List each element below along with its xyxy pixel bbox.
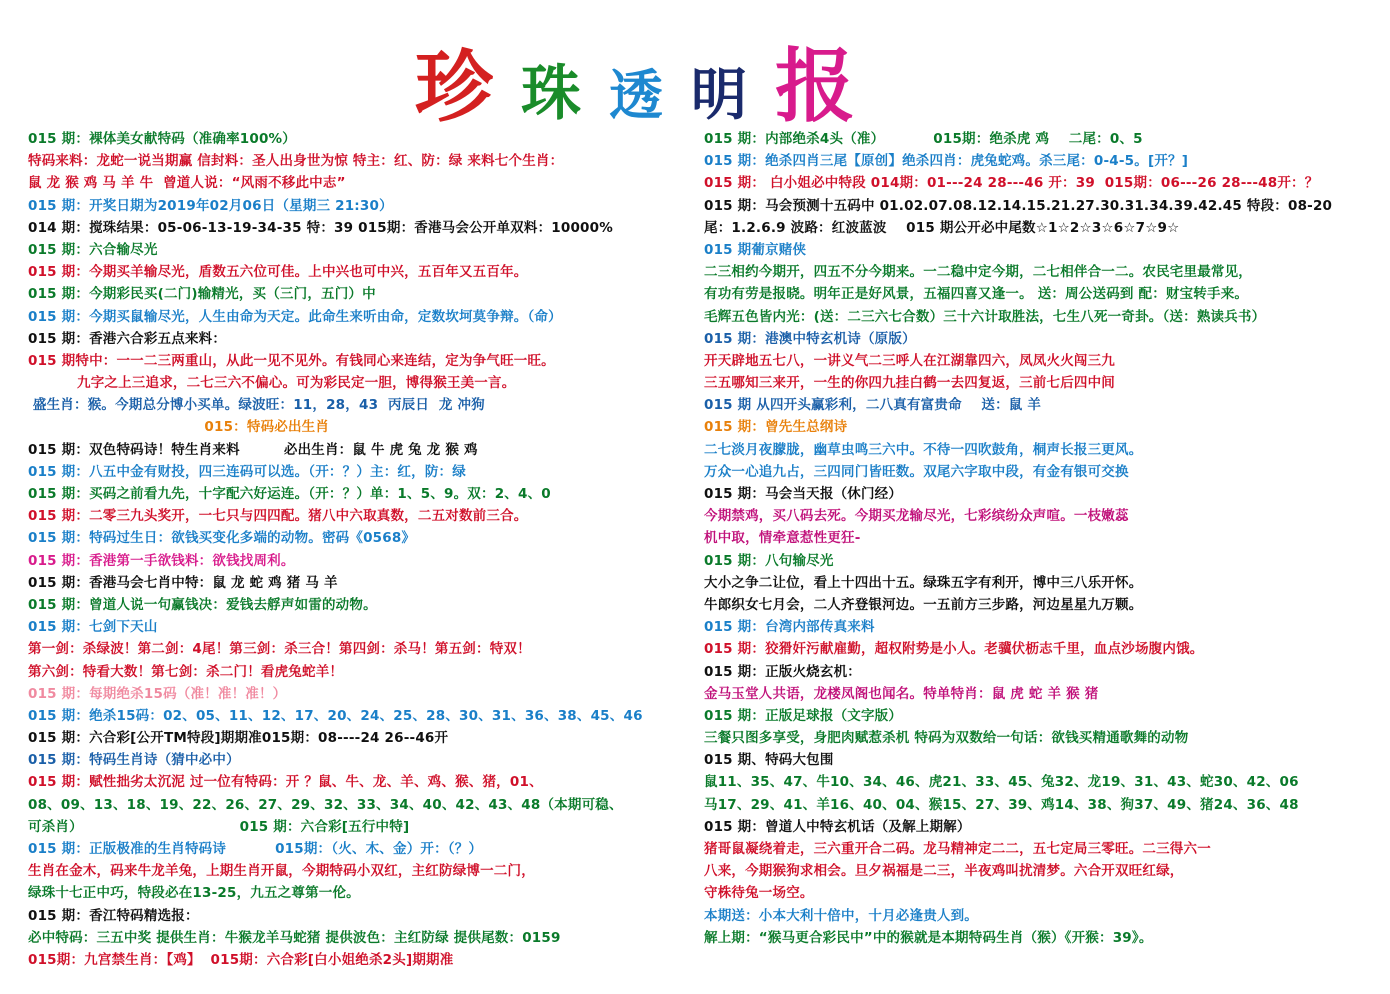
text-line: 三餐只图多享受，身肥肉赋惹杀机 特码为双数给一句话：欲钱买精通歌舞的动物	[704, 730, 1189, 747]
text-line: 015 期、特码大包围	[704, 752, 834, 769]
text-line: 015 期：香港马会七肖中特：鼠 龙 蛇 鸡 猪 马 羊	[28, 574, 338, 591]
text-line: 015 期：六合输尽光	[28, 241, 158, 258]
text-line: 特码来料：龙蛇一说当期赢 信封料：圣人出身世为惊 特主：红、防：绿 来料七个生肖：	[28, 153, 564, 170]
text-line: 015 期：八句输尽光	[704, 552, 834, 569]
text-line: 014 期：搅珠结果：05-06-13-19-34-35 特：39 015期：香港马会公开单双料：10000%	[28, 219, 613, 236]
text-line: 机中取，情牵意惹性更狂-	[704, 530, 861, 547]
text-line: 015 期：今期买鼠输尽光，人生由命为天定。此命生来听由命，定数坎坷莫争辩。（命）	[28, 308, 562, 325]
text-line: 毛辉五色皆内光：(送：二三六七合数）三十六计取胜法，七生八死一奇卦。（送：熟读兵书）	[704, 308, 1266, 325]
title-char: 珍	[414, 42, 493, 133]
text-line: 马17、29、41、羊16、40、04、猴15、27、39、鸡14、38、狗37、49、猪24、36、48	[704, 796, 1299, 813]
text-line: 大小之争二让位，看上十四出十五。绿珠五字有利开，博中三八乐开怀。	[704, 574, 1143, 591]
title-char: 珠	[521, 59, 581, 129]
text-line: 015 期：曾道人说一句赢钱决：爱钱去艀声如雷的动物。	[28, 596, 377, 613]
text-line: 可杀肖） 015 期：六合彩[五行中特]	[28, 818, 410, 835]
text-line: 金马玉堂人共语，龙楼凤阁也闻名。特单特肖：鼠 虎 蛇 羊 猴 猪	[704, 685, 1099, 702]
text-line: 015：特码必出生肖	[28, 419, 330, 436]
text-line: 015期：九宫禁生肖：【鸡】 015期：六合彩[白小姐绝杀2头]期期准	[28, 951, 454, 968]
text-line: 九字之上三追求，二七三六不偏心。可为彩民定一胆，博得猴王美一言。	[28, 375, 516, 392]
text-line: 015 期：曾道人中特玄机话（及解上期解）	[704, 818, 971, 835]
text-line: 015 期：绝杀15码：02、05、11、12、17、20、24、25、28、30、31、36、38、45、46	[28, 707, 643, 724]
text-line: 015 期：特码过生日：欲钱买变化多端的动物。密码《0568》	[28, 530, 416, 547]
text-line: 015 期：特码生肖诗（猜中必中）	[28, 752, 240, 769]
text-line: 015 期：赋性拙劣太沉泥 过一位有特码：开 ？鼠、牛、龙、羊、鸡、猴、猪，01、	[28, 774, 543, 791]
page-title	[0, 22, 1270, 133]
text-line: 015 期：马会当天报（休门经）	[704, 486, 903, 502]
text-line: 015 期：香港六合彩五点来料：	[28, 330, 227, 347]
text-line: 015 期：每期绝杀15码（准！准！准！）	[28, 685, 287, 702]
text-line: 015 期：台湾内部传真来料	[704, 619, 875, 636]
text-line: 二三相约今期开，四五不分今期来。一二稳中定今期，二七相伴合一二。农民宅里最常见，	[704, 264, 1252, 281]
text-line: 015 期：裸体美女献特码（准确率100%）	[28, 131, 296, 147]
text-line: 015 期：狡猾奸污献雇勤，超权附势是小人。老骥伏枥志千里，血点沙场腹内饿。	[704, 641, 1204, 658]
title-char: 报	[775, 39, 855, 133]
text-line: 015 期：马会预测十五码中 01.02.07.08.12.14.15.21.27.30.31.34.39.42.45 特段：08-20	[704, 197, 1333, 214]
text-line: 08、09、13、18、19、22、26、27、29、32、33、34、40、42、43、48（本期可稳、	[28, 796, 623, 813]
text-line: 015 期：曾先生总纲诗	[704, 419, 848, 436]
text-line: 二七淡月夜朦胧，幽草虫鸣三六中。不待一四吹鼓角，桐声长报三更风。	[704, 441, 1143, 458]
text-line: 本期送：小本大利十倍中，十月必逢贵人到。	[704, 907, 978, 924]
text-line: 015 期：绝杀四肖三尾【原创】绝杀四肖：虎兔蛇鸡。杀三尾：0-4-5。[开？]	[704, 153, 1189, 170]
text-line: 015 期：二零三九头奖开，一七只与四四配。猪八中六取真数，二五对数前三合。	[28, 508, 528, 525]
title-char: 透	[609, 63, 663, 127]
text-line: 有功有劳是报晓。明年正是好风景，五福四喜又逢一。 送：周公送码到 配：财宝转手来。	[704, 286, 1249, 303]
text-line: 三五哪知三来开，一生的你四九挂白鹤一去四复返，三前七后四中间	[704, 375, 1115, 392]
text-line: 015 期：内部绝杀4头（准） 015期：绝杀虎 鸡 二尾：0、5	[704, 131, 1143, 147]
text-line: 015 期：港澳中特玄机诗（原版）	[704, 330, 916, 347]
text-line: 015 期： 白小姐必中特段 014期：01---24 28---46 开：39 015期：06---26 28---48开：？	[704, 175, 1319, 192]
text-line: 猪哥鼠凝绕着走，三六重开合二码。龙马精神定二二，五七定局三零旺。二三得六一	[704, 841, 1211, 857]
left-column	[28, 128, 673, 971]
text-line: 鼠 龙 猴 鸡 马 羊 牛 曾道人说：“风雨不移此中志”	[28, 175, 346, 192]
text-line: 牛郎织女七月会，二人齐登银河边。一五前方三步路，河边星星九万颗。	[704, 596, 1143, 613]
text-line: 015 期：香江特码精选报：	[28, 907, 199, 924]
text-line: 绿珠十七正中巧，特段必在13-25，九五之尊第一伦。	[28, 885, 360, 902]
text-line: 鼠11、35、47、牛10、34、46、虎21、33、45、兔32、龙19、31、43、蛇30、42、06	[704, 774, 1299, 791]
title-char: 明	[691, 62, 747, 128]
text-line: 015 期：买码之前看九先，十字配六好运连。（开：？）单：1、5、9。双：2、4、0	[28, 486, 551, 502]
text-line: 必中特码：三五中奖 提供生肖：牛猴龙羊马蛇猪 提供波色：主红防绿 提供尾数：0159	[28, 929, 561, 946]
text-line: 015 期：正版火烧玄机：	[704, 663, 861, 680]
text-line: 盛生肖：猴。今期总分博小买单。绿波旺：11，28，43 丙辰日 龙 冲狗	[28, 397, 485, 414]
right-column	[704, 128, 1379, 949]
text-line: 守株待兔一场空。	[704, 885, 814, 902]
text-line: 开天辟地五七八，一讲义气二三呼人在江湖靠四六，凤凤火火闯三九	[704, 352, 1115, 369]
text-line: 015 期：今期彩民买(二门)输精光，买（三门，五门）中	[28, 286, 376, 303]
text-line: 015 期：正版极准的生肖特码诗 015期：（火、木、金）开：（？）	[28, 841, 483, 857]
text-line: 015 期：香港第一手欲钱料：欲钱找周利。	[28, 552, 295, 569]
text-line: 015 期：正版足球报（文字版）	[704, 707, 903, 724]
text-line: 015 期：今期买羊输尽光，盾数五六位可佳。上中兴也可中兴，五百年又五百年。	[28, 264, 528, 281]
text-line: 015 期：八五中金有财投，四三连码可以选。（开：？）主：红，防：绿	[28, 463, 466, 480]
text-line: 解上期：“猴马更合彩民中”中的猴就是本期特码生肖（猴）《开猴：39》。	[704, 929, 1153, 946]
text-line: 生肖在金木，码来牛龙羊兔，上期生肖开鼠，今期特码小双红，主红防绿博一二门，	[28, 863, 535, 880]
text-line: 015 期葡京赌侠	[704, 241, 807, 258]
text-line: 015 期：七剑下天山	[28, 619, 158, 636]
text-line: 015 期 从四开头赢彩利，二八真有富贵命 送：鼠 羊	[704, 397, 1042, 414]
text-line: 八来，今期猴狗求相会。旦夕祸福是二三，半夜鸡叫扰清梦。六合开双旺红绿，	[704, 863, 1184, 880]
text-line: 015 期：六合彩[公开TM特段]期期准015期：08----24 26--46开	[28, 730, 449, 747]
text-line: 今期禁鸡，买八码去死。今期买龙输尽光，七彩缤纷众声喧。一枝嫩蕊	[704, 508, 1129, 525]
text-line: 015 期特中：一一二三两重山，从此一见不见外。有钱同心来连结，定为争气旺一旺。	[28, 352, 555, 369]
text-line: 015 期：开奖日期为2019年02月06日（星期三 21:30）	[28, 197, 393, 214]
text-line: 第六剑：特看大数！第七剑：杀二门！看虎兔蛇羊！	[28, 663, 344, 680]
text-line: 015 期：双色特码诗！特生肖来料 必出生肖：鼠 牛 虎 兔 龙 猴 鸡	[28, 441, 478, 458]
text-line: 尾：1.2.6.9 波路：红波蓝波 015 期公开必中尾数☆1☆2☆3☆6☆7☆9☆	[704, 219, 1180, 236]
text-line: 万众一心追九占，三四同门皆旺数。双尾六字取中段，有金有银可交换	[704, 463, 1129, 480]
text-line: 第一剑：杀绿波！第二剑：4尾！第三剑：杀三合！第四剑：杀马！第五剑：特双！	[28, 641, 531, 658]
